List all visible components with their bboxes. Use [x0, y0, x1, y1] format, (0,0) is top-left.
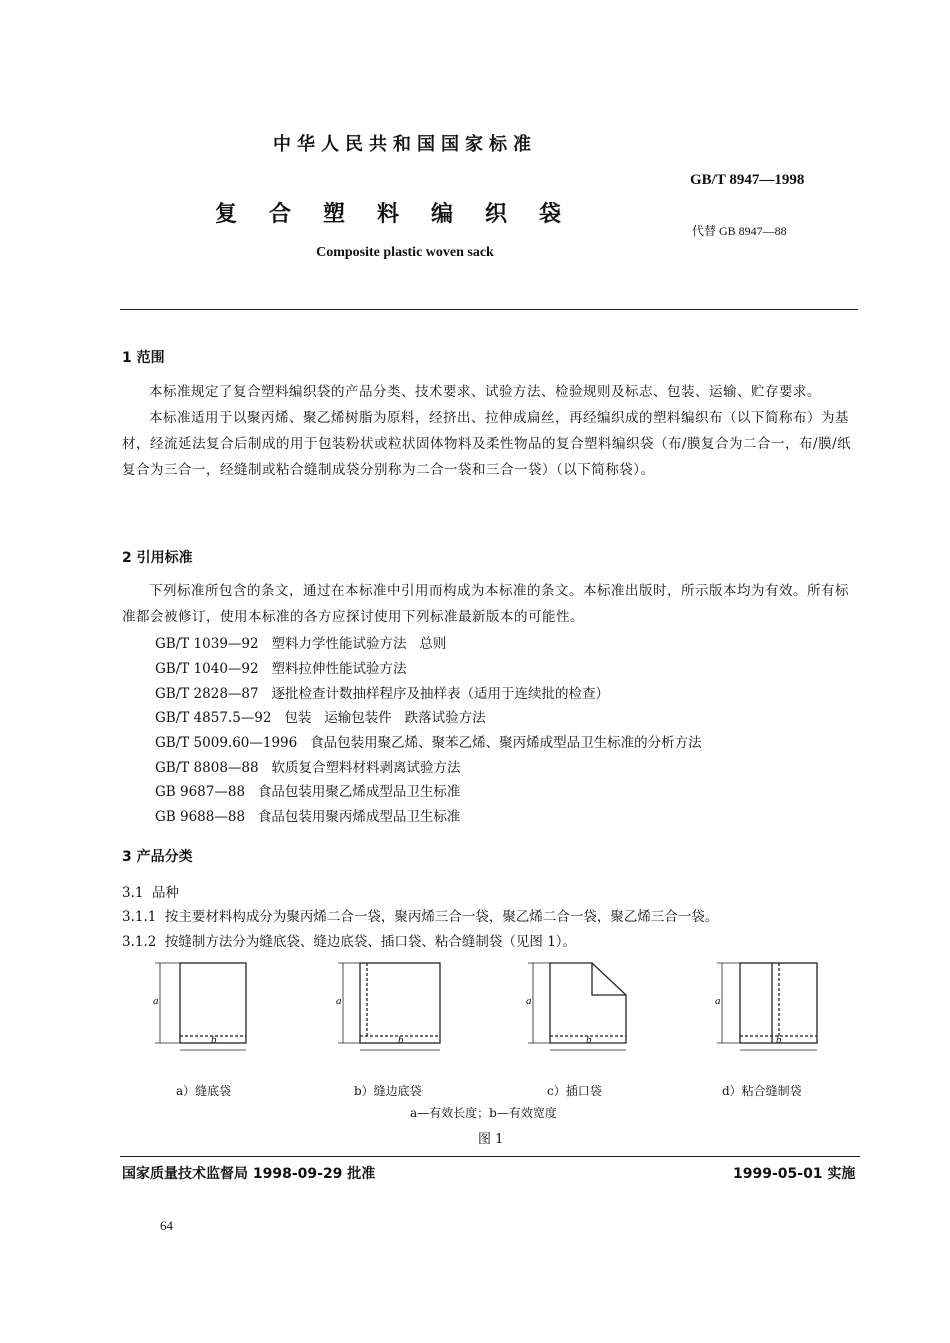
reference-item: GB/T 1039—92 塑料力学性能试验方法 总则 — [155, 636, 447, 652]
clause-3-1-2: 3.1.2 按缝制方法分为缝底袋、缝边底袋、插口袋、粘合缝制袋（见图 1）。 — [122, 934, 577, 950]
figure-caption-c: c）插口袋 — [547, 1084, 602, 1098]
sack-side-bottom-sewn — [338, 963, 440, 1050]
sack-bonded-sewn — [717, 963, 817, 1050]
figure-caption-a: a）缝底袋 — [176, 1084, 232, 1098]
dimension-b-label: b — [398, 1034, 404, 1046]
reference-item: GB/T 8808—88 软质复合塑料材料剥离试验方法 — [155, 760, 461, 776]
figure-caption-d: d）粘合缝制袋 — [722, 1084, 802, 1098]
replaces-standard: 代替 GB 8947—88 — [692, 224, 787, 238]
clause-3-1-1: 3.1.1 按主要材料构成分为聚丙烯二合一袋，聚丙烯三合一袋，聚乙烯二合一袋，聚乙烯三合一袋。 — [122, 909, 719, 925]
implementation-date: 1999-05-01 实施 — [733, 1166, 856, 1182]
document-title-en: Composite plastic woven sack — [316, 245, 494, 260]
approval-note: 国家质量技术监督局 1998-09-29 批准 — [122, 1166, 376, 1182]
figure-1-drawing — [0, 950, 950, 1070]
footer-rule — [120, 1156, 860, 1157]
header-rule — [120, 309, 858, 310]
reference-item: GB 9687—88 食品包装用聚乙烯成型品卫生标准 — [155, 784, 461, 800]
section-3-1-heading: 3.1 品种 — [122, 885, 180, 901]
dimension-a-label: a — [153, 995, 159, 1007]
scope-paragraph-2: 本标准适用于以聚丙烯、聚乙烯树脂为原料，经挤出、拉伸成扁丝，再经编织成的塑料编织布（以下简称布）为基材，经流延法复合后制成的用于包装粉状或粒状固体物料及柔性物品的复合塑料编织袋（布/膜复合为二合一，布/膜/纸复合为三合一，经缝制或粘合缝制成袋分别称为二合一袋和三合一袋）（以下简称袋）。 — [122, 410, 852, 478]
figure-caption-b: b）缝边底袋 — [354, 1084, 422, 1098]
reference-item: GB/T 4857.5—92 包装 运输包装件 跌落试验方法 — [155, 710, 486, 726]
section-references-intro — [122, 578, 858, 630]
dimension-b-label: b — [776, 1034, 782, 1046]
sack-valve — [528, 963, 626, 1050]
national-standard-title: 中华人民共和国国家标准 — [273, 134, 537, 155]
reference-item: GB/T 1040—92 塑料拉伸性能试验方法 — [155, 661, 407, 677]
figure-legend: a—有效长度；b—有效宽度 — [410, 1106, 557, 1120]
sack-bottom-sewn — [155, 963, 246, 1050]
references-intro-text: 下列标准所包含的条文，通过在本标准中引用而构成为本标准的条文。本标准出版时，所示版本均为有效。所有标准都会被修订，使用本标准的各方应探讨使用下列标准最新版本的可能性。 — [122, 583, 849, 625]
standard-code: GB/T 8947—1998 — [690, 172, 805, 188]
section-references-heading: 2 引用标准 — [122, 550, 193, 566]
scope-paragraph-1: 本标准规定了复合塑料编织袋的产品分类、技术要求、试验方法、检验规则及标志、包装、运输、贮存要求。 — [149, 384, 821, 400]
figure-title: 图 1 — [478, 1132, 504, 1147]
document-title-cn: 复合塑料编织袋 — [215, 202, 594, 227]
section-scope-body — [122, 379, 858, 483]
dimension-a-label: a — [336, 995, 342, 1007]
dimension-a-label: a — [526, 995, 532, 1007]
page-number: 64 — [160, 1218, 173, 1233]
section-scope-heading: 1 范围 — [122, 350, 165, 366]
reference-item: GB/T 5009.60—1996 食品包装用聚乙烯、聚苯乙烯、聚丙烯成型品卫生标准的分析方法 — [155, 735, 702, 751]
reference-item: GB/T 2828—87 逐批检查计数抽样程序及抽样表（适用于连续批的检查） — [155, 686, 609, 702]
dimension-b-label: b — [586, 1034, 592, 1046]
dimension-a-label: a — [715, 995, 721, 1007]
reference-item: GB 9688—88 食品包装用聚丙烯成型品卫生标准 — [155, 809, 461, 825]
section-classification-heading: 3 产品分类 — [122, 849, 193, 865]
dimension-b-label: b — [211, 1034, 217, 1046]
